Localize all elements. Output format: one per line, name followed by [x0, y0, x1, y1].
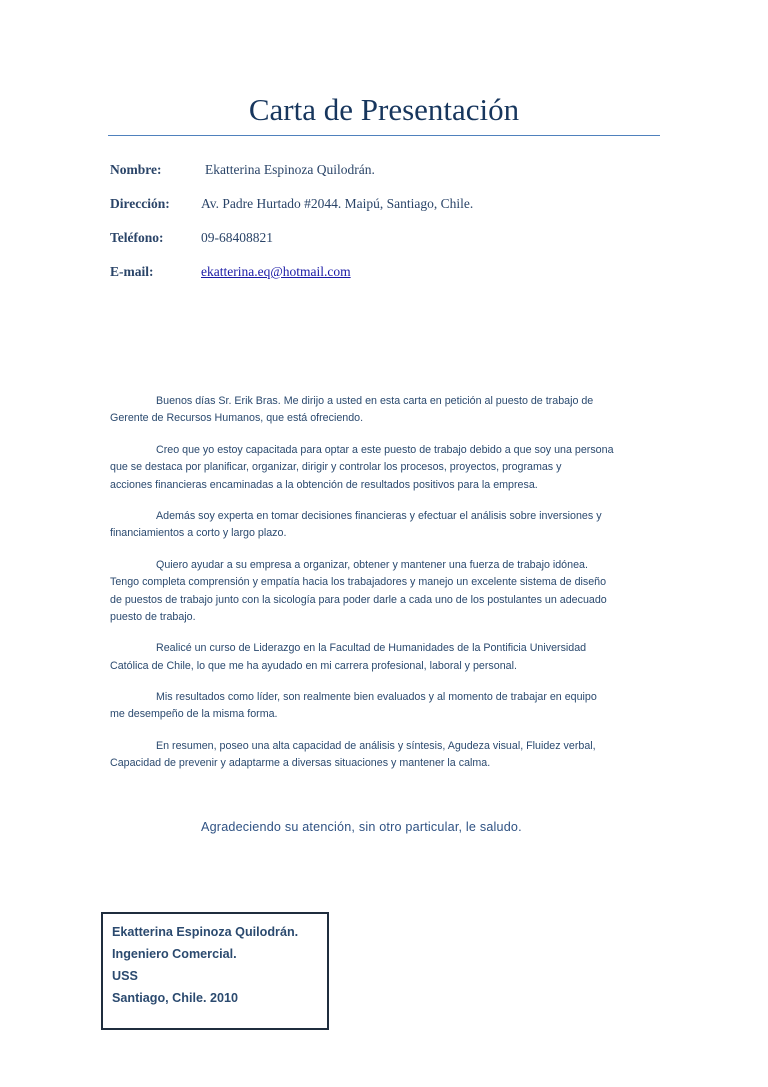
field-value: 09-68408821 — [201, 230, 273, 245]
paragraph-line: Quiero ayudar a su empresa a organizar, obtener y mantener una fuerza de trabajo idónea. — [156, 558, 588, 571]
letter-paragraph — [110, 508, 670, 543]
paragraph-line: acciones financieras encaminadas a la obtención de resultados positivos para la empresa. — [110, 478, 538, 491]
signature-box — [101, 912, 329, 1030]
paragraph-line: Católica de Chile, lo que me ha ayudado en mi carrera profesional, laboral y personal. — [110, 659, 517, 672]
email-link[interactable]: ekatterina.eq@hotmail.com — [201, 264, 351, 279]
letter-paragraph — [110, 640, 670, 675]
page-title: Carta de Presentación — [248, 92, 520, 127]
letter-paragraph — [110, 738, 670, 773]
signature-name: Ekatterina Espinoza Quilodrán. — [112, 925, 299, 939]
paragraph-line: Además soy experta en tomar decisiones financieras y efectuar el análisis sobre inversiones y — [156, 509, 602, 522]
signature-university: USS — [112, 969, 138, 983]
letter-paragraph — [110, 689, 670, 724]
paragraph-line: de puestos de trabajo junto con la sicología para poder darle a cada uno de los postulantes un adecuado — [110, 593, 607, 606]
field-value: Ekatterina Espinoza Quilodrán. — [205, 162, 375, 177]
title-divider — [108, 135, 660, 136]
paragraph-line: Capacidad de prevenir y adaptarme a diversas situaciones y mantener la calma. — [110, 757, 491, 770]
signature-place-date: Santiago, Chile. 2010 — [112, 991, 238, 1005]
paragraph-line: En resumen, poseo una alta capacidad de análisis y síntesis, Agudeza visual, Fluidez verbal, — [156, 739, 596, 752]
paragraph-line: Creo que yo estoy capacitada para optar a este puesto de trabajo debido a que soy una persona — [156, 443, 614, 456]
paragraph-line: Buenos días Sr. Erik Bras. Me dirijo a usted en esta carta en petición al puesto de trabajo de — [156, 395, 594, 407]
closing-line: Agradeciendo su atención, sin otro particular, le saludo. — [201, 820, 522, 834]
paragraph-line: Mis resultados como líder, son realmente bien evaluados y al momento de trabajar en equipo — [156, 691, 597, 704]
paragraph-line: Gerente de Recursos Humanos, que está ofreciendo. — [110, 412, 364, 425]
paragraph-line: que se destaca por planificar, organizar, dirigir y controlar los procesos, proyectos, programas y — [110, 461, 562, 474]
field-value: Av. Padre Hurtado #2044. Maipú, Santiago, Chile. — [201, 196, 474, 211]
field-label: E-mail: — [110, 264, 154, 279]
paragraph-line: puesto de trabajo. — [110, 610, 196, 623]
paragraph-line: Tengo completa comprensión y empatía hacia los trabajadores y manejo un excelente sistema de diseño — [110, 576, 607, 589]
field-label: Nombre: — [110, 162, 162, 177]
letter-paragraph — [110, 442, 670, 494]
paragraph-line: me desempeño de la misma forma. — [110, 708, 278, 721]
letter-body — [110, 393, 670, 787]
field-label: Dirección: — [110, 196, 170, 211]
paragraph-line: financiamientos a corto y largo plazo. — [110, 527, 287, 540]
letter-paragraph — [110, 557, 670, 627]
field-value — [201, 264, 351, 280]
paragraph-line: Realicé un curso de Liderazgo en la Facultad de Humanidades de la Pontificia Universidad — [156, 642, 587, 655]
field-label: Teléfono: — [110, 230, 164, 245]
signature-title: Ingeniero Comercial. — [112, 947, 237, 961]
letter-paragraph — [110, 393, 670, 428]
